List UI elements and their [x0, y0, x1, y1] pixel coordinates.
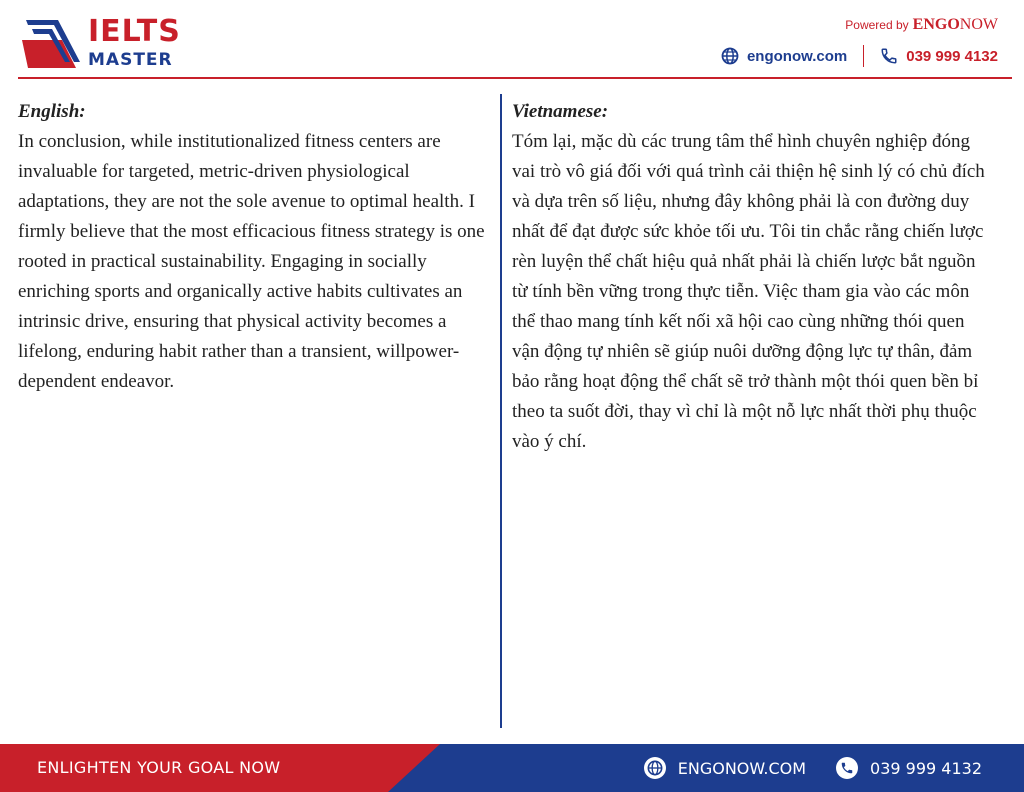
ielts-master-logo-mark — [22, 16, 84, 68]
vietnamese-body: Tóm lại, mặc dù các trung tâm thể hình chuyên nghiệp đóng vai trò vô giá đối với quá trình cải thiện hệ sinh lý có chủ đích và dựa trên số liệu, nhưng đây không phải là con đường duy nhất để đạt được sức khỏe tối ưu. Tôi tin chắc rằng chiến lược rèn luyện thể chất hiệu quả nhất phải là chiến lược bắt nguồn từ tính bền vững trong thực tiễn. Việc tham gia vào các môn thể thao mang tính kết nối xã hội cao cùng những thói quen vận động tự nhiên sẽ giúp nuôi dưỡng động lực tự thân, đảm bảo rằng hoạt động thể chất sẽ trở thành một thói quen bền bỉ theo ta suốt đời, thay vì chỉ là một nỗ lực nhất thời phụ thuộc vào ý chí. — [512, 131, 985, 452]
header-contact — [721, 44, 998, 68]
footer-contact — [644, 754, 982, 782]
header-website-link[interactable] — [721, 47, 847, 65]
contact-separator — [863, 45, 864, 67]
column-divider — [500, 94, 502, 728]
english-column — [18, 97, 502, 397]
header-divider — [18, 77, 1012, 79]
header-phone-link[interactable] — [880, 47, 998, 65]
footer-website-text: ENGONOW.COM — [677, 758, 807, 778]
footer-phone-text: 039 999 4132 — [870, 758, 982, 778]
brand-bold: ENGO — [912, 16, 960, 33]
phone-icon — [836, 757, 858, 779]
english-body: In conclusion, while institutionalized fitness centers are invaluable for targeted, metric-driven physiological adaptations, they are not the sole avenue to optimal health. I firmly believe that the most efficacious fitness strategy is one rooted in practical sustainability. Engaging in socially enriching sports and organically active habits cultivates an intrinsic drive, ensuring that physical activity becomes a lifelong, enduring habit rather than a transient, willpower-dependent endeavor. — [18, 131, 485, 392]
footer-slogan: ENLIGHTEN YOUR GOAL NOW — [37, 758, 281, 777]
brand-rest: NOW — [959, 16, 998, 33]
powered-by — [845, 16, 998, 38]
vietnamese-column — [512, 97, 992, 457]
logo-master-text: MASTER — [88, 50, 173, 70]
powered-by-label: Powered by — [845, 18, 909, 32]
footer-website-link[interactable] — [644, 757, 806, 779]
ielts-master-logo[interactable] — [22, 12, 192, 72]
engonow-brand[interactable] — [913, 16, 998, 34]
logo-ielts-text: IELTS — [88, 14, 181, 49]
globe-icon — [721, 47, 739, 65]
vietnamese-heading: Vietnamese: — [512, 101, 609, 122]
footer-phone-link[interactable] — [836, 757, 982, 779]
phone-icon — [880, 47, 898, 65]
globe-icon — [644, 757, 666, 779]
header — [0, 0, 1024, 78]
footer — [0, 744, 1024, 792]
header-phone-text: 039 999 4132 — [906, 47, 998, 65]
english-heading: English: — [18, 101, 86, 122]
header-website-text: engonow.com — [746, 47, 848, 65]
